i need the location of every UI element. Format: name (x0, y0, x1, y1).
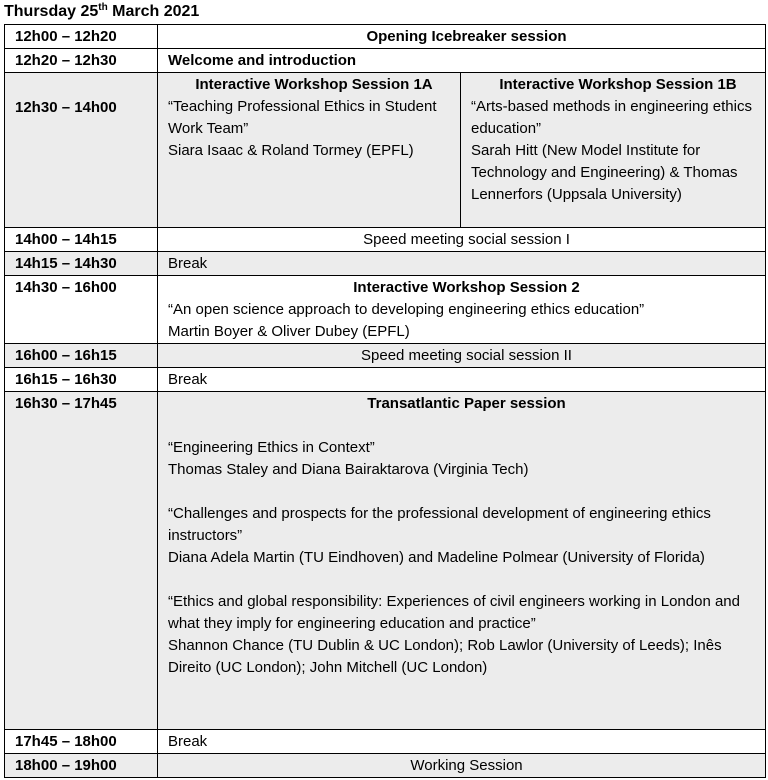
session-title: “An open science approach to developing engineering ethics education” (168, 301, 645, 318)
session-cell: Speed meeting social session II (158, 344, 766, 368)
time-cell: 16h15 – 16h30 (5, 368, 158, 392)
title-month-year: March 2021 (107, 3, 200, 20)
session-authors: Sarah Hitt (New Model Institute for Technology and Engineering) & Thomas Lennerfors (Uppsala University) (471, 142, 738, 203)
time-cell: 14h00 – 14h15 (5, 228, 158, 252)
paper-title: “Challenges and prospects for the professional development of engineering ethics instructors” (168, 505, 711, 544)
schedule-row (5, 73, 766, 228)
paper-title: “Ethics and global responsibility: Experiences of civil engineers working in London and what they imply for engineering education and practice” (168, 593, 740, 632)
session-cell (158, 392, 766, 730)
time-cell: 12h20 – 12h30 (5, 49, 158, 73)
session-1b-cell (461, 73, 766, 228)
session-cell: Break (158, 252, 766, 276)
page-title (4, 2, 199, 22)
paper-authors: Shannon Chance (TU Dublin & UC London); Rob Lawlor (University of Leeds); Inês Direito (UC London); John Mitchell (UC London) (168, 637, 722, 676)
time-cell: 14h30 – 16h00 (5, 276, 158, 344)
title-ordinal-suffix: th (98, 2, 108, 13)
session-cell (158, 276, 766, 344)
schedule-table (4, 24, 766, 778)
session-cell: Speed meeting social session I (158, 228, 766, 252)
paper-title: “Engineering Ethics in Context” (168, 439, 375, 456)
session-authors: Siara Isaac & Roland Tormey (EPFL) (168, 142, 414, 159)
session-title: “Teaching Professional Ethics in Student Work Team” (168, 98, 437, 137)
time-cell: 18h00 – 19h00 (5, 754, 158, 778)
session-cell: Break (158, 368, 766, 392)
session-title: “Arts-based methods in engineering ethics education” (471, 98, 752, 137)
schedule-row (5, 754, 766, 778)
session-cell: Opening Icebreaker session (158, 25, 766, 49)
schedule-row (5, 252, 766, 276)
time-cell: 17h45 – 18h00 (5, 730, 158, 754)
schedule-row (5, 392, 766, 730)
paper-authors: Thomas Staley and Diana Bairaktarova (Virginia Tech) (168, 461, 529, 478)
schedule-row (5, 276, 766, 344)
session-authors: Martin Boyer & Oliver Dubey (EPFL) (168, 323, 410, 340)
schedule-row (5, 368, 766, 392)
time-cell: 12h30 – 14h00 (5, 73, 158, 228)
schedule-row (5, 25, 766, 49)
session-cell: Working Session (158, 754, 766, 778)
paper-authors: Diana Adela Martin (TU Eindhoven) and Madeline Polmear (University of Florida) (168, 549, 705, 566)
session-1a-cell (158, 73, 461, 228)
title-date: Thursday 25 (4, 3, 99, 20)
schedule-row (5, 228, 766, 252)
session-heading: Transatlantic Paper session (367, 395, 566, 412)
schedule-row (5, 730, 766, 754)
schedule-row (5, 344, 766, 368)
time-cell: 16h00 – 16h15 (5, 344, 158, 368)
schedule-row (5, 49, 766, 73)
time-cell: 16h30 – 17h45 (5, 392, 158, 730)
session-cell: Welcome and introduction (158, 49, 766, 73)
session-heading: Interactive Workshop Session 2 (353, 279, 580, 296)
session-heading: Interactive Workshop Session 1A (195, 76, 433, 93)
session-heading: Interactive Workshop Session 1B (499, 76, 737, 93)
time-cell: 12h00 – 12h20 (5, 25, 158, 49)
session-cell: Break (158, 730, 766, 754)
time-cell: 14h15 – 14h30 (5, 252, 158, 276)
